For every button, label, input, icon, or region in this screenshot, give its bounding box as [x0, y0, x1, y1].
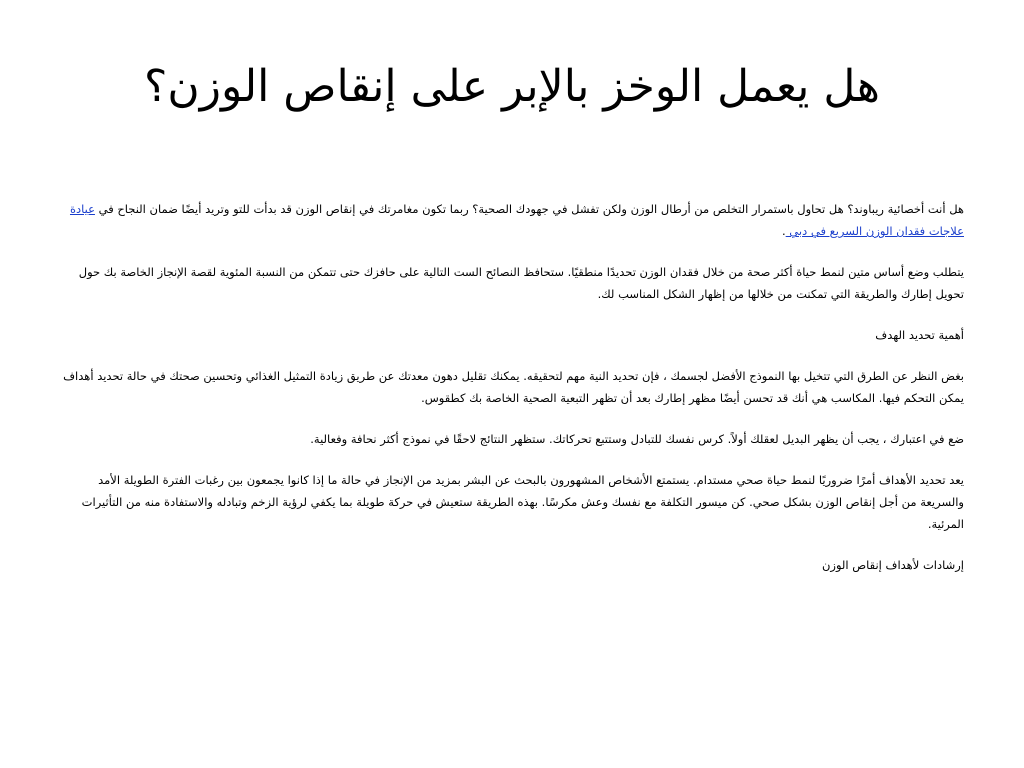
- paragraph-mindset: ضع في اعتبارك ، يجب أن يظهر البديل لعقلك أولاً. كرس نفسك للتبادل وستتبع تحركاتك. ستظهر النتائج لاحقًا في نموذج أكثر نحافة وفعالية.: [310, 432, 964, 446]
- clinic-link[interactable]: عيادة علاجات فقدان الوزن السريع في دبي: [69, 202, 964, 238]
- section-heading-goal-importance: أهمية تحديد الهدف: [875, 328, 964, 342]
- paragraph-intro: [60, 198, 964, 242]
- paragraph-intro-end: .: [782, 224, 786, 238]
- paragraph-goal-setting: بغض النظر عن الطرق التي تتخيل بها النموذج الأفضل لجسمك ، فإن تحديد النية مهم لتحقيقه. يمكنك تقليل دهون معدتك عن طريق زيادة التمثيل الغذائي وتحسين صحتك في حالة تحديد أهداف يمكن التحكم فيها. المكاسب هي أنك قد تحسن أيضًا مظهر إطارك بعد أن تظهر التبعية الصحية الخاصة بك كطقوس.: [63, 369, 964, 405]
- paragraph-foundation: يتطلب وضع أساس متين لنمط حياة أكثر صحة من خلال فقدان الوزن تحديدًا منطقيًا. ستحافظ النصائح الست التالية على حافزك حتى تتمكن من النسبة المئوية لقصة الإنجاز الخاصة بك حول تحويل إطارك والطريقة التي تمكنت من خلالها من إظهار الشكل المناسب لك.: [78, 265, 964, 301]
- paragraph-sustainable-lifestyle: يعد تحديد الأهداف أمرًا ضروريًا لنمط حياة صحي مستدام. يستمتع الأشخاص المشهورون بالبحث عن البشر بمزيد من الإنجاز في حالة ما إذا كانوا يجمعون بين رغبات الفترة الطويلة الأمد والسريعة من أجل إنقاص الوزن بشكل صحي. كن ميسور التكلفة مع نفسك وعش مكرسًا. بهذه الطريقة ستعيش في حركة طويلة بما يكفي لرؤية الزخم وتبادله والاستفادة منه من التأثيرات المرئية.: [81, 473, 964, 531]
- paragraph-intro-text: هل أنت أخصائية ريباوند؟ هل تحاول باستمرار التخلص من أرطال الوزن ولكن تفشل في جهودك الصحية؟ ربما تكون مغامرتك في إنقاص الوزن قد بدأت للتو وتريد أيضًا ضمان النجاح في: [94, 202, 964, 216]
- page-title: هل يعمل الوخز بالإبر على إنقاص الوزن؟: [144, 61, 880, 112]
- section-heading-guidelines: إرشادات لأهداف إنقاص الوزن: [821, 558, 964, 572]
- article-body: [60, 198, 964, 595]
